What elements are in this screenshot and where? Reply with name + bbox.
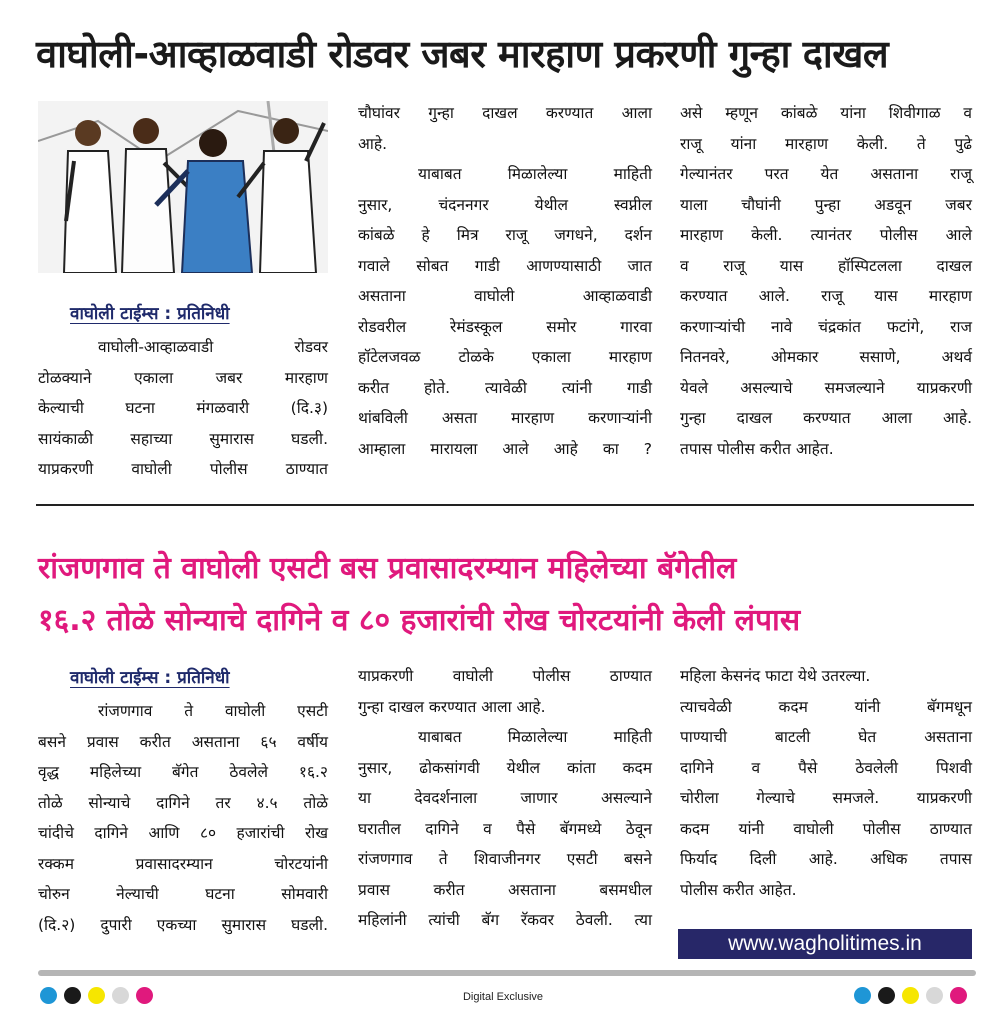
article-line: याप्रकरणी वाघोली पोलीस ठाण्यात <box>358 667 652 685</box>
article-line: याबाबत मिळालेल्या माहिती <box>418 728 652 746</box>
article-line: टोळक्याने एकाला जबर मारहाण <box>38 368 328 387</box>
article-line: असे म्हणून कांबळे यांना शिवीगाळ व <box>680 104 972 122</box>
article-line: व राजू यास हॉस्पिटलला दाखल <box>680 256 972 275</box>
article-line: रोडवरील रेमंडस्कूल समोर गारवा <box>358 317 652 336</box>
article-line: तोळे सोन्याचे दागिने तर ४.५ तोळे <box>38 793 328 812</box>
article-line: कदम यांनी वाघोली पोलीस ठाण्यात <box>680 819 972 838</box>
article-line: कांबळे हे मित्र राजू जगधने, दर्शन <box>358 226 652 244</box>
article-line: असताना वाघोली आव्हाळवाडी <box>358 287 652 305</box>
article-line: थांबविली असता मारहाण करणाऱ्यांनी <box>358 409 652 427</box>
article-line: करण्यात आले. राजू यास मारहाण <box>680 287 972 305</box>
article-line: वृद्ध महिलेच्या बॅगेत ठेवलेले १६.२ <box>38 763 328 781</box>
article-line: केल्याची घटना मंगळवारी (दि.३) <box>38 399 328 417</box>
story2-headline-line-2: १६.२ तोळे सोन्याचे दागिने व ८० हजारांची रोख चोरटयांनी केली लंपास <box>38 603 801 638</box>
article-line: या देवदर्शनाला जाणार असल्याने <box>358 789 652 807</box>
article-line: करीत होते. त्यावेळी त्यांनी गाडी <box>358 378 652 397</box>
color-dot <box>926 987 943 1004</box>
article-line: राजू यांना मारहाण केली. ते पुढे <box>680 134 972 153</box>
article-line: महिला केसनंद फाटा येथे उतरल्या. <box>680 667 871 685</box>
article-line: नुसार, चंदननगर येथील स्वप्नील <box>358 195 652 214</box>
article-line: हॉटेलजवळ टोळके एकाला मारहाण <box>358 348 652 366</box>
article-line: पोलीस करीत आहेत. <box>680 880 797 899</box>
article-line: गवाले सोबत गाडी आणण्यासाठी जात <box>358 256 652 275</box>
article-line: याप्रकरणी वाघोली पोलीस ठाण्यात <box>38 460 328 478</box>
article-line: चांदीचे दागिने आणि ८० हजारांची रोख <box>38 824 328 842</box>
article-line: याला चौघांनी पुन्हा अडवून जबर <box>680 195 972 214</box>
article-line: गेल्यानंतर परत येत असताना राजू <box>680 165 972 183</box>
footer-label: Digital Exclusive <box>462 991 544 1003</box>
article-line: रांजणगाव ते शिवाजीनगर एसटी बसने <box>358 850 652 868</box>
color-dot <box>902 987 919 1004</box>
article-line: फिर्याद दिली आहे. अधिक तपास <box>680 850 972 868</box>
article-line: मारहाण केली. त्यानंतर पोलीस आले <box>680 226 972 244</box>
story2-headline-line-1: रांजणगाव ते वाघोली एसटी बस प्रवासादरम्यान महिलेच्या बॅगेतील <box>38 551 737 586</box>
article-line: सायंकाळी सहाच्या सुमारास घडली. <box>38 429 328 448</box>
article-line: रक्कम प्रवासादरम्यान चोरटयांनी <box>38 854 328 873</box>
article-line: चोरुन नेल्याची घटना सोमवारी <box>38 885 328 903</box>
article-line: पाण्याची बाटली घेत असताना <box>680 728 972 746</box>
fight-illustration <box>38 101 328 273</box>
color-dot <box>854 987 871 1004</box>
color-dot <box>878 987 895 1004</box>
story1-byline: वाघोली टाईम्स : प्रतिनिधी <box>70 304 230 324</box>
story2-column-2 <box>358 661 652 936</box>
story1-column-1 <box>38 332 328 485</box>
article-line: महिलांनी त्यांची बॅग रॅकवर ठेवली. त्या <box>358 911 652 929</box>
section-divider <box>36 504 974 506</box>
article-line: रांजणगाव ते वाघोली एसटी <box>98 702 328 720</box>
article-line: आहे. <box>358 134 387 153</box>
color-registration-dots-right <box>854 987 967 1004</box>
article-line: घरातील दागिने व पैसे बॅगमध्ये ठेवून <box>358 819 652 838</box>
article-line: करणाऱ्यांची नावे चंद्रकांत फटांगे, राज <box>680 317 972 336</box>
story1-column-3 <box>680 98 972 464</box>
story2-column-1 <box>38 696 328 940</box>
bottom-bar <box>38 970 976 976</box>
story2-byline: वाघोली टाईम्स : प्रतिनिधी <box>70 668 230 688</box>
article-line: दागिने व पैसे ठेवलेली पिशवी <box>680 758 972 777</box>
story2-column-3 <box>680 661 972 905</box>
article-line: नुसार, ढोकसांगवी येथील कांता कदम <box>358 758 652 777</box>
article-line: त्याचवेळी कदम यांनी बॅगमधून <box>680 697 972 716</box>
article-line: वाघोली-आव्हाळवाडी रोडवर <box>98 338 328 356</box>
article-line: नितनवरे, ओमकार ससाणे, अथर्व <box>680 348 972 366</box>
article-line: गुन्हा दाखल करण्यात आला आहे. <box>358 697 546 716</box>
story1-headline: वाघोली-आव्हाळवाडी रोडवर जबर मारहाण प्रकरणी गुन्हा दाखल <box>36 32 889 76</box>
website-banner[interactable]: www.wagholitimes.in <box>678 929 972 959</box>
article-line: प्रवास करीत असताना बसमधील <box>358 880 652 899</box>
story1-column-2 <box>358 98 652 464</box>
article-line: तपास पोलीस करीत आहेत. <box>680 439 834 458</box>
article-line: बसने प्रवास करीत असताना ६५ वर्षीय <box>38 732 328 751</box>
article-line: याबाबत मिळालेल्या माहिती <box>418 165 652 183</box>
article-line: (दि.२) दुपारी एकच्या सुमारास घडली. <box>38 915 328 934</box>
article-line: गुन्हा दाखल करण्यात आला आहे. <box>680 409 972 427</box>
article-line: येवले असल्याचे समजल्याने याप्रकरणी <box>680 378 972 397</box>
article-line: आम्हाला मारायला आले आहे का ? <box>358 439 652 458</box>
color-dot <box>950 987 967 1004</box>
article-line: चौघांवर गुन्हा दाखल करण्यात आला <box>358 104 652 122</box>
article-line: चोरीला गेल्याचे समजले. याप्रकरणी <box>680 789 972 807</box>
